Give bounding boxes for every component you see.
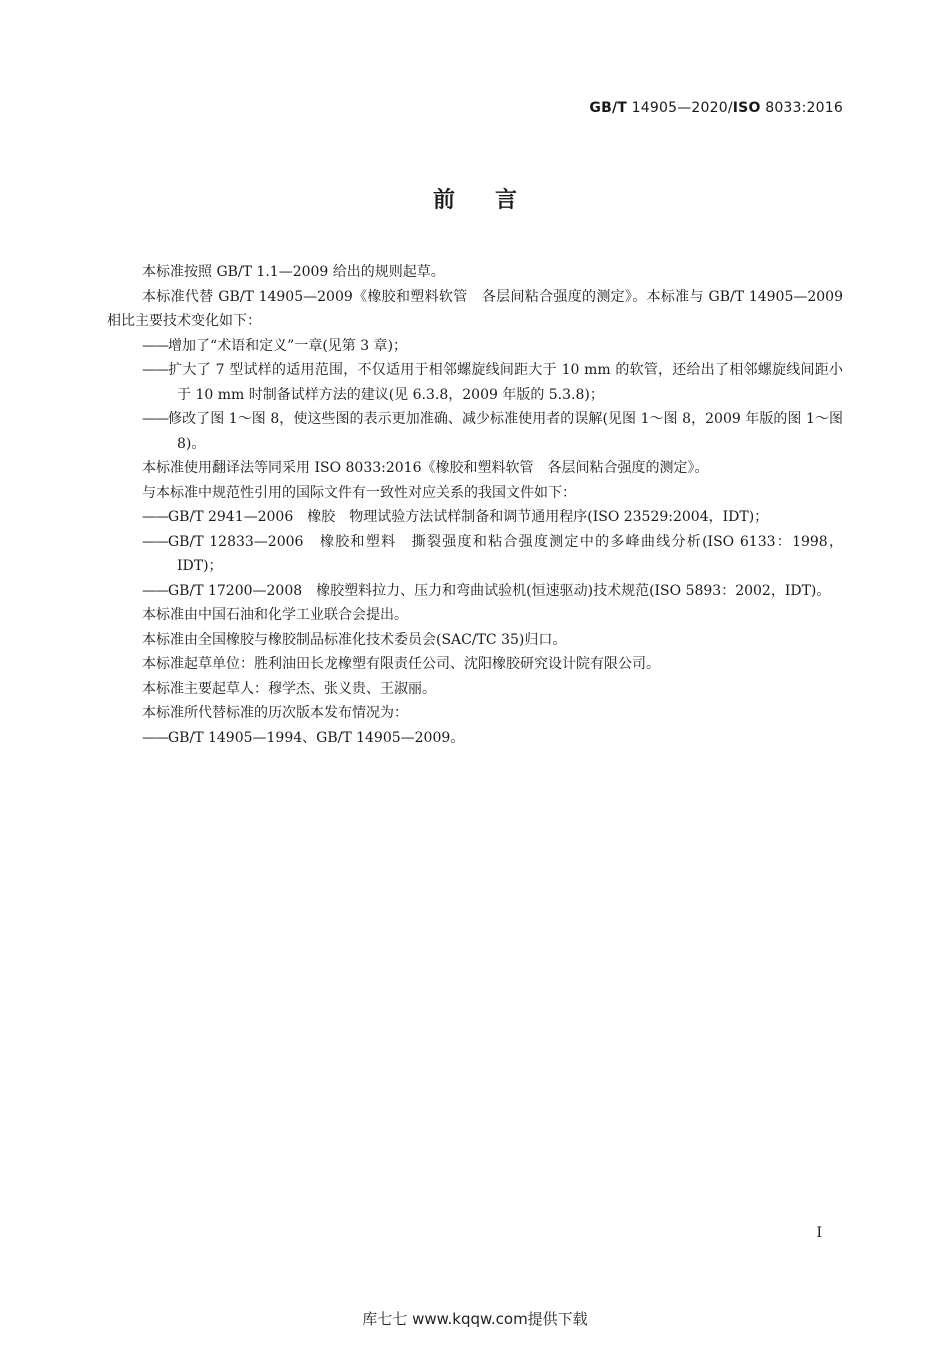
dash-mark: —— [142, 337, 168, 354]
paragraph: 本标准起草单位：胜利油田长龙橡塑有限责任公司、沈阳橡胶研究设计院有限公司。 [142, 656, 660, 672]
dash-item [107, 726, 843, 751]
dash-item-text: GB/T 14905—1994、GB/T 14905—2009。 [168, 729, 465, 746]
paragraph: 本标准由中国石油和化学工业联合会提出。 [142, 607, 408, 623]
paragraph: 本标准代替 GB/T 14905—2009《橡胶和塑料软管 各层间粘合强度的测定》。本标准与 GB/T 14905—2009 相比主要技术变化如下： [107, 288, 843, 329]
dash-item-text: GB/T 12833—2006 橡胶和塑料 撕裂强度和粘合强度测定中的多峰曲线分析(ISO 6133：1998，IDT)； [168, 533, 843, 574]
iso-code: ISO [732, 100, 761, 116]
dash-item [107, 358, 843, 407]
download-footer: 库七七 www.kqqw.com提供下载 [362, 1310, 588, 1328]
paragraph: 与本标准中规范性引用的国际文件有一致性对应关系的我国文件如下： [142, 484, 576, 501]
dash-mark: —— [142, 533, 168, 550]
dash-mark: —— [142, 362, 168, 378]
dash-item-text: 修改了图 1～图 8，使这些图的表示更加准确、减少标准使用者的误解(见图 1～图 8，2009 年版的图 1～图 8)。 [168, 411, 843, 452]
page-number: I [816, 1225, 822, 1241]
dash-mark: —— [142, 729, 168, 746]
dash-item-text: GB/T 17200—2008 橡胶塑料拉力、压力和弯曲试验机(恒速驱动)技术规范(ISO 5893：2002，IDT)。 [168, 582, 831, 599]
dash-item-text: GB/T 2941—2006 橡胶 物理试验方法试样制备和调节通用程序(ISO 23529:2004，IDT)； [168, 509, 769, 525]
dash-item [107, 334, 843, 359]
dash-item-text: 扩大了 7 型试样的适用范围，不仅适用于相邻螺旋线间距大于 10 mm 的软管，还给出了相邻螺旋线间距小于 10 mm 时制备试样方法的建议(见 6.3.8，2009 年版的 5.3.8)； [168, 362, 843, 403]
dash-mark: —— [142, 509, 168, 525]
foreword-body [107, 260, 843, 750]
paragraph: 本标准按照 GB/T 1.1—2009 给出的规则起草。 [142, 264, 445, 280]
paragraph: 本标准主要起草人：穆学杰、张义贵、王淑丽。 [142, 680, 436, 697]
paragraph: 本标准由全国橡胶与橡胶制品标准化技术委员会(SAC/TC 35)归口。 [142, 631, 567, 648]
dash-item-text: 增加了“术语和定义”一章(见第 3 章)； [168, 337, 408, 354]
dash-mark: —— [142, 582, 168, 599]
iso-number: 8033:2016 [760, 100, 843, 116]
standard-code: GB/T [589, 100, 628, 116]
standard-header [589, 100, 843, 116]
dash-mark: —— [142, 411, 168, 427]
standard-number: 14905—2020/ [627, 100, 733, 116]
dash-item [107, 579, 843, 604]
paragraph: 本标准使用翻译法等同采用 ISO 8033:2016《橡胶和塑料软管 各层间粘合强度的测定》。 [142, 460, 709, 476]
dash-item [107, 407, 843, 456]
dash-item [107, 505, 843, 530]
dash-item [107, 530, 843, 579]
page-title: 前言 [432, 188, 557, 213]
paragraph: 本标准所代替标准的历次版本发布情况为： [142, 705, 408, 721]
